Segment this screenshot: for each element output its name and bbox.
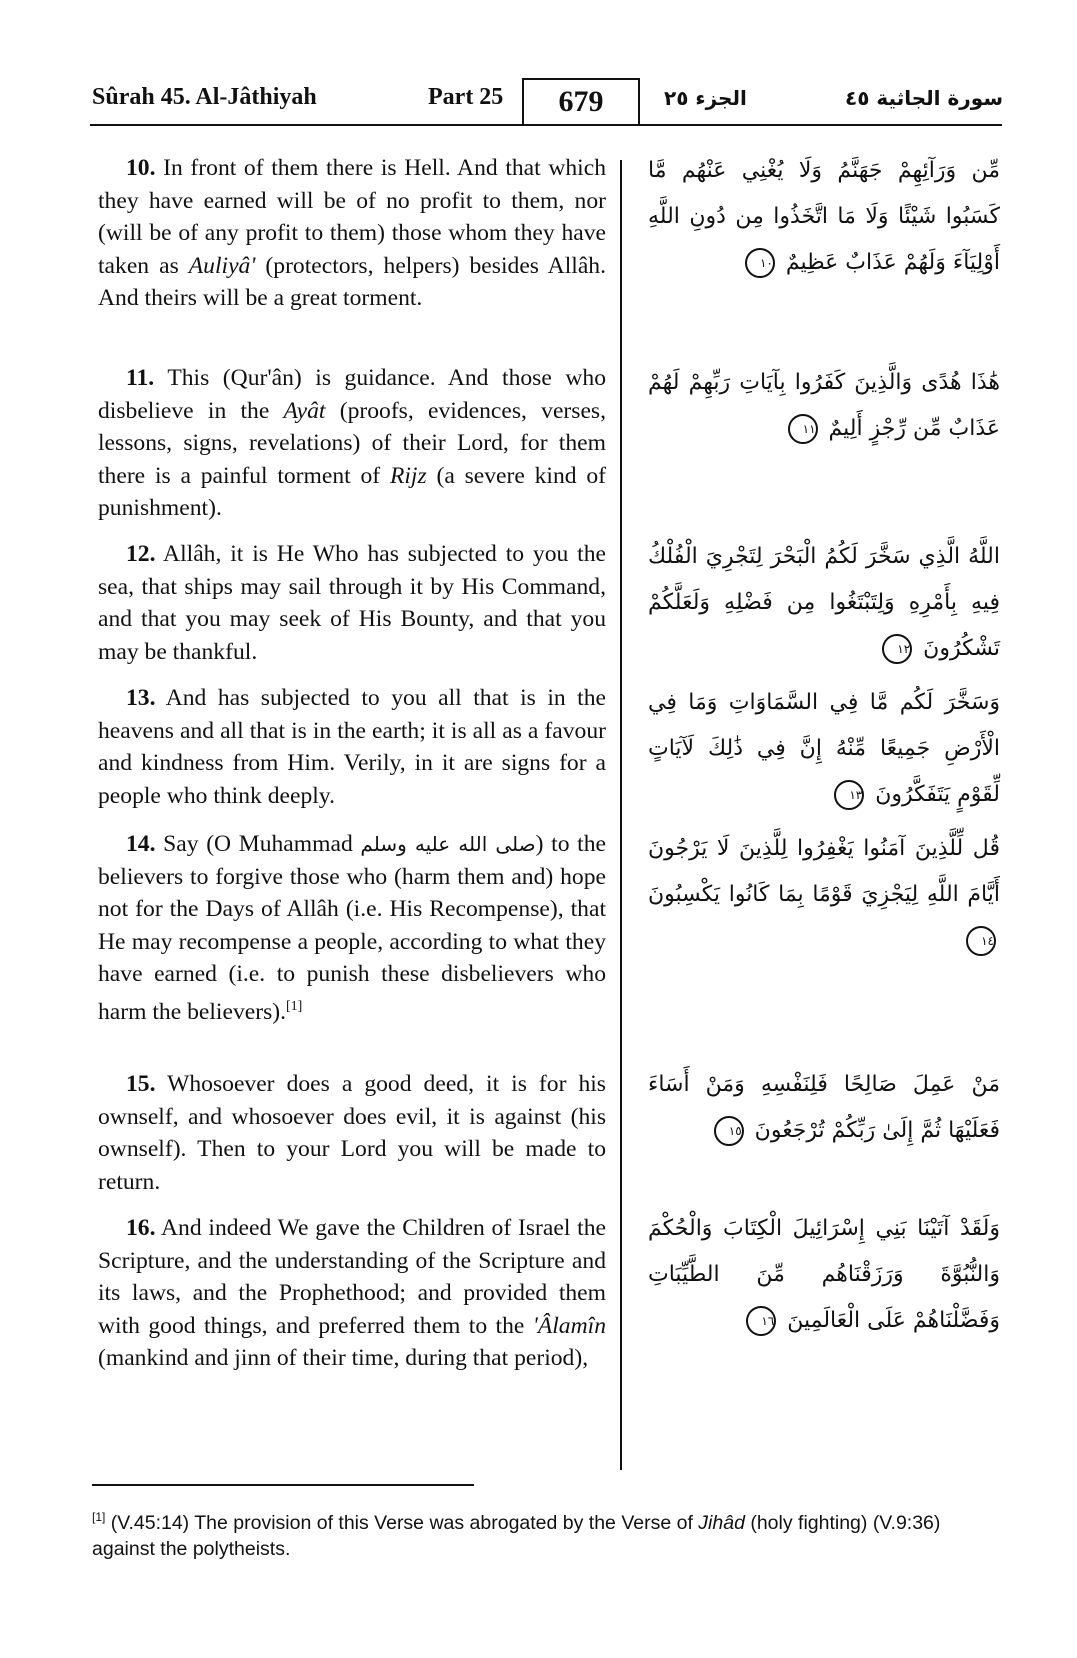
- verse-15-english: [98, 1068, 606, 1198]
- footnote-text: (V.45:14) The provision of this Verse was abrogated by the Verse of: [105, 1512, 699, 1534]
- verse-10-english: [98, 152, 606, 315]
- surah-title-english: Sûrah 45. Al-Jâthiyah: [92, 84, 317, 110]
- verse-12-english: [98, 538, 606, 668]
- verse-13-english: [98, 682, 606, 812]
- footnote-term: Jihâd: [698, 1512, 745, 1534]
- arabic-text: قُل لِّلَّذِينَ آمَنُوا يَغْفِرُوا لِلَّذِينَ لَا يَرْجُونَ أَيَّامَ اللَّهِ لِيَجْزِيَ قَوْمًا بِمَا كَانُوا يَكْسِبُونَ: [648, 836, 1000, 907]
- verse-text: And indeed We gave the Children of Israel the Scripture, and the understanding of the Scripture and its laws, and the Prophethood; and provided them with good things, and preferred them to the: [98, 1215, 606, 1339]
- arabic-text: مَنْ عَمِلَ صَالِحًا فَلِنَفْسِهِ وَمَنْ أَسَاءَ فَعَلَيْهَا ثُمَّ إِلَىٰ رَبِّكُمْ تُرْجَعُونَ: [648, 1072, 1000, 1143]
- arabic-text: اللَّهُ الَّذِي سَخَّرَ لَكُمُ الْبَحْرَ لِتَجْرِيَ الْفُلْكُ فِيهِ بِأَمْرِهِ وَلِتَبْتَغُوا مِن فَضْلِهِ وَلَعَلَّكُمْ تَشْكُرُونَ: [648, 544, 1000, 661]
- verse-number: 12.: [126, 541, 156, 567]
- verse-number: 14.: [126, 831, 156, 857]
- footnote-marker: [1]: [92, 1510, 106, 1524]
- verse-number: 10.: [126, 155, 156, 181]
- ayah-number-marker: ١١: [788, 414, 818, 444]
- ayah-number-marker: ١٦: [746, 1306, 776, 1336]
- header-rule: [90, 124, 1002, 126]
- arabic-text: وَسَخَّرَ لَكُم مَّا فِي السَّمَاوَاتِ وَمَا فِي الْأَرْضِ جَمِيعًا مِّنْهُ إِنَّ فِي ذَٰلِكَ لَآيَاتٍ لِّقَوْمٍ يَتَفَكَّرُونَ: [648, 690, 1000, 807]
- juz-label-arabic: الجزء ٢٥: [664, 86, 747, 110]
- footnote-rule: [92, 1484, 474, 1486]
- verse-term: 'Âlamîn: [532, 1312, 606, 1339]
- verse-11-english: [98, 362, 606, 525]
- verse-text: This (Qur'ân) is guidance. And those who disbelieve in the: [98, 365, 606, 424]
- salawat-arabic: صلى الله عليه وسلم: [360, 832, 536, 856]
- footnote-marker: [1]: [286, 998, 303, 1014]
- column-divider: [620, 160, 622, 1470]
- verse-text: ) to the believers to forgive those who (harm them and) hope not for the Days of Allâh (i.e. His Recompense), that He may recompense a people, according to what they have earned (i.e. to punish these disbelievers who harm the believers).: [98, 831, 606, 1025]
- ayah-number-marker: ١٠: [745, 248, 775, 278]
- verse-number: 15.: [126, 1071, 156, 1097]
- verse-term: Rijz: [389, 462, 427, 489]
- verse-16-english: [98, 1212, 606, 1375]
- verse-text: Say (O Muhammad: [155, 831, 361, 857]
- verse-number: 16.: [126, 1215, 156, 1241]
- footnote: [92, 1504, 1007, 1562]
- ayah-number-marker: ١٥: [714, 1116, 744, 1146]
- verse-number: 11.: [126, 365, 155, 391]
- verse-14-arabic: [648, 826, 1000, 964]
- surah-title-arabic: سورة الجاثية ٤٥: [845, 86, 1003, 110]
- verse-text: And has subjected to you all that is in the heavens and all that is in the earth; it is all as a favour and kindness from Him. Verily, in it are signs for a people who think deeply.: [98, 685, 606, 809]
- arabic-text: مِّن وَرَآئِهِمْ جَهَنَّمُ وَلَا يُغْنِي عَنْهُم مَّا كَسَبُوا شَيْئًا وَلَا مَا اتَّخَذُوا مِن دُونِ اللَّهِ أَوْلِيَآءَ وَلَهُمْ عَذَابٌ عَظِيمٌ: [648, 158, 1000, 275]
- verse-text: (proofs, evidences, verses, lessons, signs, revelations) of their Lord, for them there is a painful torment of: [98, 397, 607, 489]
- ayah-number-marker: ١٤: [966, 926, 996, 956]
- verse-text: (a severe kind of punishment).: [98, 462, 606, 521]
- verse-text: Allâh, it is He Who has subjected to you the sea, that ships may sail through it by His Command, and that you may seek of His Bounty, and that you may be thankful.: [98, 541, 606, 665]
- verse-16-arabic: [648, 1206, 1000, 1344]
- verse-term: Auliyâ': [188, 252, 256, 279]
- page-number: 679: [558, 85, 604, 118]
- verse-13-arabic: [648, 680, 1000, 818]
- verse-text: Whosoever does a good deed, it is for his ownself, and whosoever does evil, it is against (his ownself). Then to your Lord you will be made to return.: [98, 1071, 606, 1195]
- ayah-number-marker: ١٢: [882, 634, 912, 664]
- verse-15-arabic: [648, 1062, 1000, 1154]
- verse-number: 13.: [126, 685, 156, 711]
- page-number-box: [522, 78, 640, 124]
- verse-text: (protectors, helpers) besides Allâh. And theirs will be a great torment.: [98, 252, 606, 311]
- verse-text: (mankind and jinn of their time, during that period),: [98, 1345, 589, 1371]
- verse-11-arabic: [648, 360, 1000, 452]
- arabic-text: هَٰذَا هُدًى وَالَّذِينَ كَفَرُوا بِآيَاتِ رَبِّهِمْ لَهُمْ عَذَابٌ مِّن رِّجْزٍ أَلِيمٌ: [648, 370, 1000, 441]
- arabic-text: وَلَقَدْ آتَيْنَا بَنِي إِسْرَائِيلَ الْكِتَابَ وَالْحُكْمَ وَالنُّبُوَّةَ وَرَزَقْنَاهُم مِّنَ الطَّيِّبَاتِ وَفَضَّلْنَاهُمْ عَلَى الْعَالَمِينَ: [648, 1216, 1000, 1333]
- ayah-number-marker: ١٣: [834, 780, 864, 810]
- verse-14-english: [98, 828, 606, 1028]
- verse-10-arabic: [648, 148, 1000, 286]
- verse-term: Ayât: [283, 397, 326, 424]
- verse-12-arabic: [648, 534, 1000, 672]
- verse-text: In front of them there is Hell. And that which they have earned will be of no profit to them, nor (will be of any profit to them) those whom they have taken as: [98, 155, 606, 279]
- footnote-text: (holy fighting) (V.9:36) against the polytheists.: [92, 1512, 941, 1560]
- part-label: Part 25: [428, 84, 504, 110]
